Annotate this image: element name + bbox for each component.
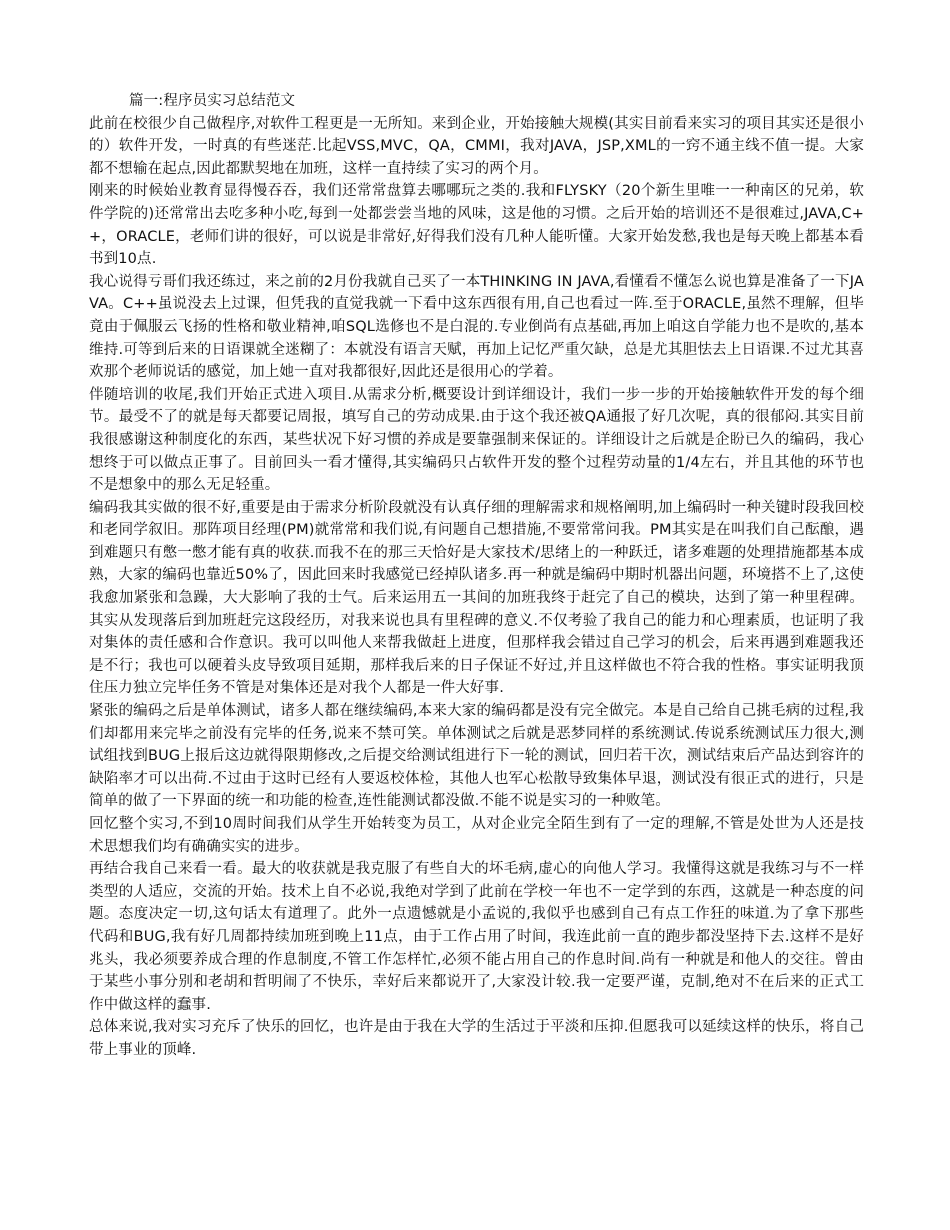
paragraph-1: 此前在校很少自己做程序,对软件工程更是一无所知。来到企业，开始接触大规模(其实目前看来实习的项目其实还是很小的）软件开发，一时真的有些迷茫.比起VSS,MVC，QA，CMMI，我对JAVA，JSP,XML的一窍不通主线不值一提。大家都不想输在起点,因此都默契地在加班，这样一直持续了实习的两个月。 bbox=[89, 115, 864, 177]
paragraph-8: 再结合我自己来看一看。最大的收获就是我克服了有些自大的坏毛病,虚心的向他人学习。我懂得这就是我练习与不一样类型的人适应，交流的开始。技术上自不必说,我绝对学到了此前在学校一年也不一定学到的东西，这就是一种态度的问题。态度决定一切,这句话太有道理了。此外一点遗憾就是小孟说的,我似乎也感到自己有点工作狂的味道.为了拿下那些代码和BUG,我有好几周都持续加班到晚上11点，由于工作占用了时间，我连此前一直的跑步都没坚持下去.这样不是好兆头，我必须要养成合理的作息制度,不管工作怎样忙,必须不能占用自己的作息时间.尚有一种就是和他人的交往。曾由于某些小事分别和老胡和哲明闹了不快乐，幸好后来都说开了,大家没计较.我一定要严谨，克制,绝对不在后来的正式工作中做这样的蠢事. bbox=[89, 861, 864, 1013]
paragraph-4: 伴随培训的收尾,我们开始正式进入项目.从需求分析,概要设计到详细设计，我们一步一步的开始接触软件开发的每个细节。最受不了的就是每天都要记周报，填写自己的劳动成果.由于这个我还被QA通报了好几次呢，真的很郁闷.其实目前我很感谢这种制度化的东西，某些状况下好习惯的养成是要靠强制来保证的。详细设计之后就是企盼已久的编码，我心想终于可以做点正事了。目前回头一看才懂得,其实编码只占软件开发的整个过程劳动量的1/4左右，并且其他的环节也不是想象中的那么无足轻重。 bbox=[89, 386, 864, 494]
paragraph-2: 刚来的时候始业教育显得慢吞吞，我们还常常盘算去哪哪玩之类的.我和FLYSKY（20个新生里唯一一种南区的兄弟，软件学院的)还常常出去吃多种小吃,每到一处都尝尝当地的风味，这是他的习惯。之后开始的培训还不是很难过,JAVA,C++，ORACLE，老师们讲的很好，可以说是非常好,好得我们没有几种人能听懂。大家开始发愁,我也是每天晚上都基本看书到10点. bbox=[89, 183, 864, 268]
paragraph-5: 编码我其实做的很不好,重要是由于需求分析阶段就没有认真仔细的理解需求和规格阐明,加上编码时一种关键时段我回校和老同学叙旧。那阵项目经理(PM)就常常和我们说,有问题自己想措施,不要常常问我。PM其实是在叫我们自己酝酿，遇到难题只有憋一憋才能有真的收获.而我不在的那三天恰好是大家技术/思绪上的一种跃迁，诸多难题的处理措施都基本成熟，大家的编码也靠近50%了，因此回来时我感觉已经掉队诸多.再一种就是编码中期时机器出问题，环境搭不上了,这使我愈加紧张和急躁，大大影响了我的士气。后来运用五一其间的加班我终于赶完了自己的模块，达到了第一种里程碑。其实从发现落后到加班赶完这段经历，对我来说也具有里程碑的意义.不仅考验了我自己的能力和心理素质，也证明了我对集体的责任感和合作意识。我可以叫他人来帮我做赶上进度，但那样我会错过自己学习的机会，后来再遇到难题我还是不行；我也可以硬着头皮导致项目延期，那样我后来的日子保证不好过,并且这样做也不符合我的性格。事实证明我顶住压力独立完毕任务不管是对集体还是对我个人都是一件大好事. bbox=[89, 499, 864, 697]
document-title: 篇一:程序员实习总结范文 bbox=[129, 93, 296, 109]
paragraph-7: 回忆整个实习,不到10周时间我们从学生开始转变为员工，从对企业完全陌生到有了一定的理解,不管是处世为人还是技术思想我们均有确确实实的进步。 bbox=[89, 816, 864, 855]
paragraph-6: 紧张的编码之后是单体测试，诸多人都在继续编码,本来大家的编码都是没有完全做完。本是自己给自己挑毛病的过程,我们却都用来完毕之前没有完毕的任务,说来不禁可笑。单体测试之后就是恶梦同样的系统测试.传说系统测试压力很大,测试组找到BUG上报后这边就得限期修改,之后提交给测试组进行下一轮的测试，回归若干次，测试结束后产品达到容许的缺陷率才可以出荷.不过由于这时已经有人要返校体检，其他人也军心松散导致集体早退，测试没有很正式的进行，只是简单的做了一下界面的统一和功能的检查,连性能测试都没做.不能不说是实习的一种败笔。 bbox=[89, 703, 864, 810]
document-body bbox=[89, 90, 864, 1062]
paragraph-3: 我心说得亏哥们我还练过，来之前的2月份我就自己买了一本THINKING IN JAVA,看懂看不懂怎么说也算是准备了一下JAVA。C++虽说没去上过课，但凭我的直觉我就一下看中这东西很有用,自己也看过一阵.至于ORACLE,虽然不理解，但毕竟由于佩服云飞扬的性格和敬业精神,咱SQL选修也不是白混的.专业倒尚有点基础,再加上咱这自学能力也不是吹的,基本维持.可等到后来的日语课就全迷糊了：本就没有语言天赋，再加上记忆严重欠缺，总是尤其胆怯去上日语课.不过尤其喜欢那个老师说话的感觉，加上她一直对我都很好,因此还是很用心的学着。 bbox=[89, 273, 864, 381]
paragraph-9: 总体来说,我对实习充斥了快乐的回忆，也许是由于我在大学的生活过于平淡和压抑.但愿我可以延续这样的快乐，将自己带上事业的顶峰. bbox=[89, 1019, 864, 1058]
